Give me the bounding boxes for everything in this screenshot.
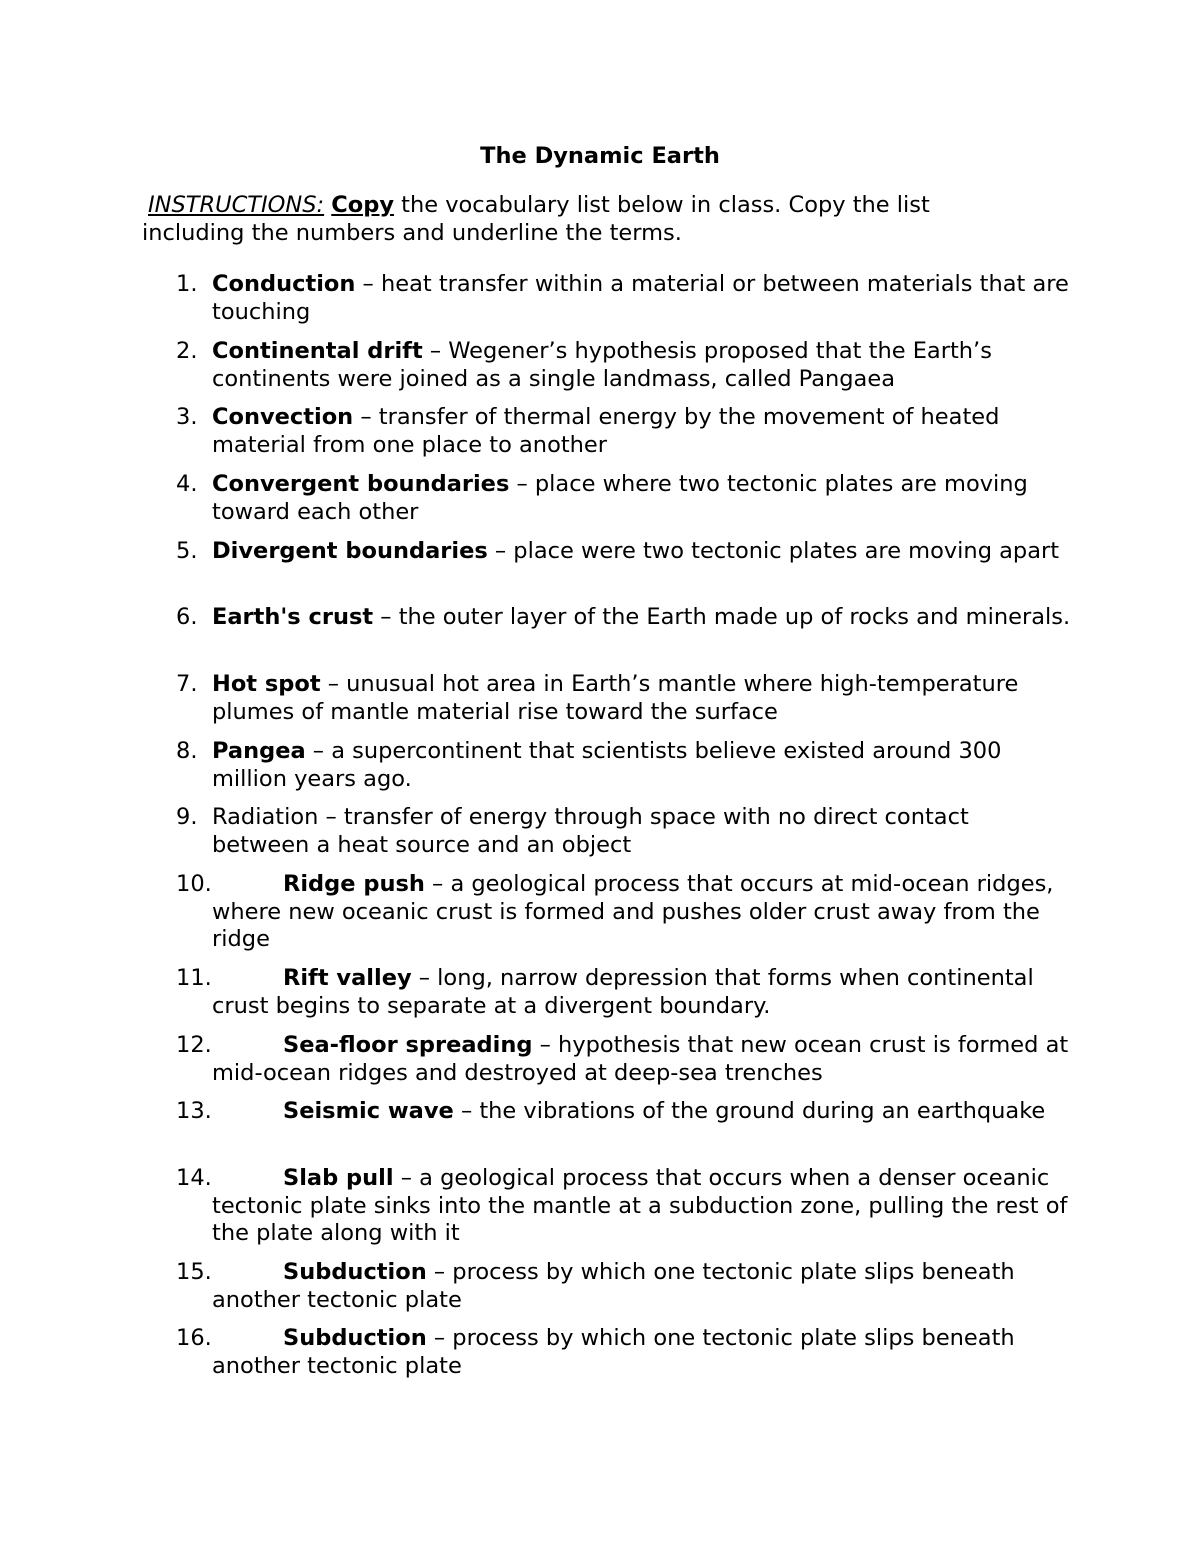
vocab-definition: – place were two tectonic plates are moving apart [487, 538, 1060, 564]
vocab-definition: – the vibrations of the ground during an earthquake [453, 1098, 1046, 1124]
vocab-definition: – a geological process that occurs when a denser oceanic tectonic plate sinks into the mantle at a subduction zone, pulling the rest of the plate along with it [212, 1165, 1068, 1246]
vocab-term: Seismic wave [283, 1098, 454, 1124]
vocab-term: Continental drift [212, 338, 423, 364]
list-item-number: 6. [176, 604, 198, 630]
vocab-term: Convergent boundaries [212, 471, 510, 497]
list-item [176, 671, 1072, 726]
list-item [176, 604, 1072, 632]
list-item-number: 13. [176, 1098, 212, 1124]
vocab-term: Convection [212, 404, 354, 430]
vocab-definition: – process by which one tectonic plate slips beneath another tectonic plate [212, 1325, 1015, 1379]
list-item [176, 738, 1072, 793]
list-item-number: 14. [176, 1165, 212, 1191]
list-item [176, 1165, 1072, 1248]
list-item-number: 5. [176, 538, 198, 564]
vocab-definition: – process by which one tectonic plate slips beneath another tectonic plate [212, 1259, 1015, 1313]
list-item [176, 471, 1072, 526]
instructions-label: INSTRUCTIONS: [148, 192, 325, 218]
vocab-definition: – place where two tectonic plates are moving toward each other [212, 471, 1028, 525]
vocab-term: Pangea [212, 738, 306, 764]
list-item-number: 16. [176, 1325, 212, 1351]
vocab-definition: – Wegener’s hypothesis proposed that the Earth’s continents were joined as a single landmass, called Pangaea [212, 338, 992, 392]
list-item-number: 7. [176, 671, 198, 697]
vocab-term: Divergent boundaries [212, 538, 488, 564]
list-item-number: 8. [176, 738, 198, 764]
list-item [176, 965, 1072, 1020]
vocab-term: Subduction [283, 1259, 427, 1285]
list-item [176, 1098, 1072, 1126]
instructions-copy-word: Copy [331, 192, 394, 218]
list-item-number: 4. [176, 471, 198, 497]
list-item [176, 1259, 1072, 1314]
list-item-number: 1. [176, 271, 198, 297]
vocab-definition: – unusual hot area in Earth’s mantle where high-temperature plumes of mantle material rise toward the surface [212, 671, 1019, 725]
vocab-definition: – hypothesis that new ocean crust is formed at mid-ocean ridges and destroyed at deep-sea trenches [212, 1032, 1069, 1086]
vocab-term: Slab pull [283, 1165, 394, 1191]
vocab-definition: – a supercontinent that scientists believe existed around 300 million years ago. [212, 738, 1002, 792]
list-item-number: 3. [176, 404, 198, 430]
list-item-number: 12. [176, 1032, 212, 1058]
vocab-term: Conduction [212, 271, 356, 297]
list-item [176, 338, 1072, 393]
vocab-definition: – transfer of thermal energy by the movement of heated material from one place to another [212, 404, 1000, 458]
list-item [176, 404, 1072, 459]
list-item [176, 804, 1072, 859]
vocab-definition: – a geological process that occurs at mid-ocean ridges, where new oceanic crust is formed and pushes older crust away from the ridge [212, 871, 1054, 952]
vocab-term: Sea-floor spreading [283, 1032, 533, 1058]
list-item-number: 15. [176, 1259, 212, 1285]
vocab-term: Hot spot [212, 671, 321, 697]
page-title: The Dynamic Earth [480, 143, 720, 169]
vocab-term: Earth's crust [212, 604, 374, 630]
instructions-text: the vocabulary list below in class. Copy the list including the numbers and underline the terms. [142, 192, 930, 246]
list-item [176, 538, 1072, 566]
list-item [176, 1325, 1072, 1380]
vocab-term: Ridge push [283, 871, 425, 897]
vocab-definition: – the outer layer of the Earth made up of rocks and minerals. [373, 604, 1071, 630]
list-item-number: 9. [176, 804, 198, 830]
list-item-number: 10. [176, 871, 212, 897]
vocab-definition: – heat transfer within a material or between materials that are touching [212, 271, 1069, 325]
list-item-number: 11. [176, 965, 212, 991]
list-item [176, 271, 1072, 326]
vocab-term: Rift valley [283, 965, 412, 991]
list-item [176, 871, 1072, 954]
list-item-number: 2. [176, 338, 198, 364]
vocab-definition: Radiation – transfer of energy through space with no direct contact between a heat source and an object [212, 804, 969, 858]
list-item [176, 1032, 1072, 1087]
vocab-definition: – long, narrow depression that forms when continental crust begins to separate at a divergent boundary. [212, 965, 1034, 1019]
vocab-term: Subduction [283, 1325, 427, 1351]
